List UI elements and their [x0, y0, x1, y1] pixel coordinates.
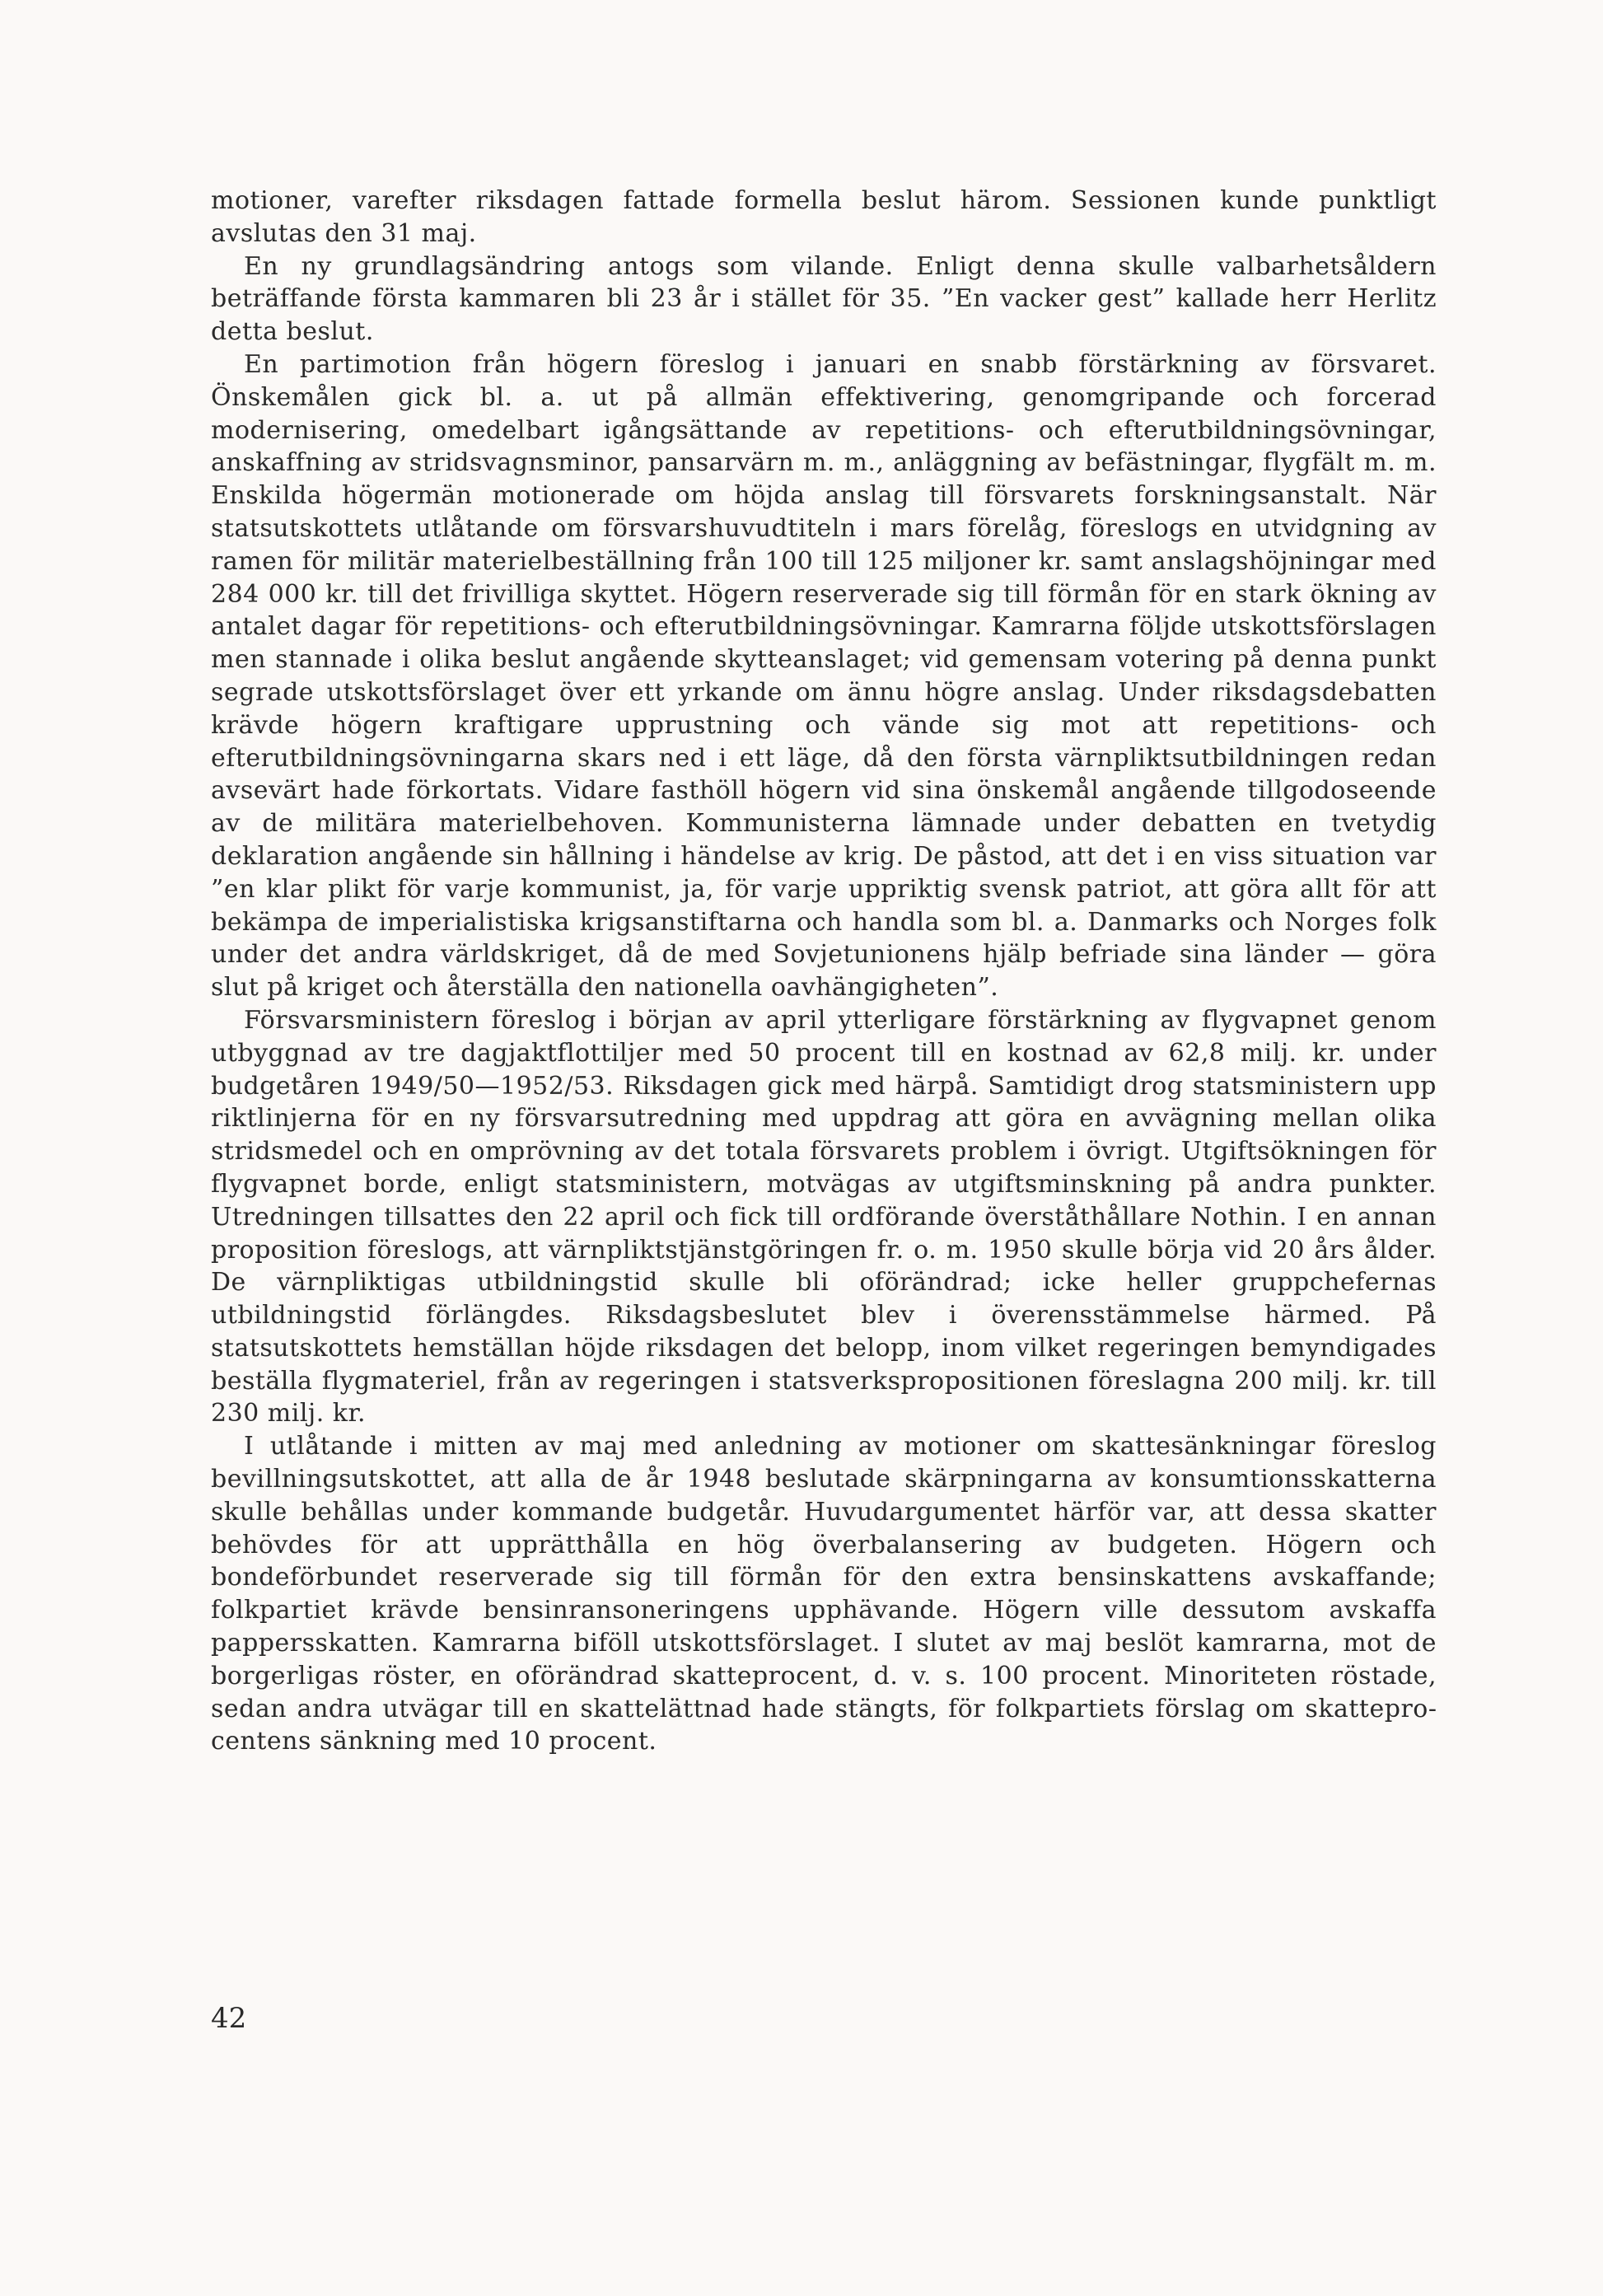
body-text: [211, 185, 1437, 1758]
paragraph-2: En ny grundlagsändring antogs som vilande. Enligt denna skulle valbarhetsåldern beträffande första kammaren bli 23 år i stället för 35. ”En vacker gest” kallade herr Herlitz detta beslut.: [211, 251, 1437, 347]
paragraph-3: En partimotion från högern föreslog i januari en snabb förstärkning av försvaret. Önskemålen gick bl. a. ut på allmän effektivering, genomgripande och forcerad modernisering, omedelbart igångsättande av repetitions- och efterutbildningsövningar, anskaffning av stridsvagnsminor, pansarvärn m. m., anläggning av befästningar, flygfält m. m. Enskilda högermän motionerade om höjda anslag till försvarets forskningsanstalt. När statsutskottets utlåtande om försvarshuvudtiteln i mars förelåg, föreslogs en utvidgning av ramen för militär materielbeställning från 100 till 125 miljoner kr. samt anslagshöjningar med 284 000 kr. till det frivilliga skyttet. Högern reserverade sig till förmån för en stark ökning av antalet dagar för repetitions- och efterutbildningsövningar. Kamrarna följde utskottsförslagen men stannade i olika beslut angående skytteanslaget; vid gemensam votering på denna punkt segrade utskottsförslaget över ett yrkande om ännu högre anslag. Under riksdagsdebatten krävde högern kraftigare upprustning och vände sig mot att repetitions- och efterutbildningsövningarna skars ned i ett läge, då den första värnpliktsutbildningen redan avsevärt hade förkortats. Vidare fasthöll högern vid sina önskemål angående tillgodoseende av de militära materielbehoven. Kommunisterna lämnade under debatten en tvetydig deklaration angående sin hållning i händelse av krig. De påstod, att det i en viss situation var ”en klar plikt för varje kommunist, ja, för varje uppriktig svensk patriot, att göra allt för att bekämpa de imperialistiska krigsanstiftarna och handla som bl. a. Danmarks och Norges folk under det andra världskriget, då de med Sovjetunionens hjälp befriade sina länder — göra slut på kriget och återställa den nationella oavhängigheten”.: [211, 349, 1437, 1003]
page-number: 42: [211, 2002, 247, 2035]
paragraph-4: Försvarsministern föreslog i början av april ytterligare förstärkning av flygvapnet genom utbyggnad av tre dagjaktflottiljer med 50 procent till en kostnad av 62,8 milj. kr. under budgetåren 1949/50—1952/53. Riksdagen gick med härpå. Samtidigt drog statsministern upp riktlinjerna för en ny försvarsutredning med uppdrag att göra en avvägning mellan olika stridsmedel och en omprövning av det totala försvarets problem i övrigt. Utgiftsökningen för flygvapnet borde, enligt statsministern, motvägas av utgiftsminskning på andra punkter. Utredningen tillsattes den 22 april och fick till ordförande överståthållare Nothin. I en annan proposition föreslogs, att värnpliktstjänstgöringen fr. o. m. 1950 skulle börja vid 20 års ålder. De värnpliktigas utbildningstid skulle bli oförändrad; icke heller gruppchefernas utbildningstid förlängdes. Riksdagsbeslutet blev i överensstämmelse härmed. På statsutskottets hemställan höjde riksdagen det belopp, inom vilket regeringen bemyndigades beställa flygmateriel, från av regeringen i statsverkspropositionen föreslagna 200 milj. kr. till 230 milj. kr.: [211, 1005, 1437, 1429]
paragraph-1: motioner, varefter riksdagen fattade formella beslut härom. Sessionen kunde punktligt avslutas den 31 maj.: [211, 186, 1437, 248]
paragraph-5: I utlåtande i mitten av maj med anledning av motioner om skattesänkningar föreslog bevillningsutskottet, att alla de år 1948 beslutade skärpningarna av konsumtionsskatterna skulle behållas under kommande budgetår. Huvudargumentet härför var, att dessa skatter behövdes för att upprätthålla en hög överbalansering av budgeten. Högern och bondeförbundet reserverade sig till förmån för den extra bensinskattens avskaffande; folkpartiet krävde bensinransoneringens upphävande. Högern ville dessutom avskaffa pappersskatten. Kamrarna biföll utskottsförslaget. I slutet av maj beslöt kamrarna, mot de borgerligas röster, en oförändrad skatteprocent, d. v. s. 100 procent. Minoriteten röstade, sedan andra utvägar till en skattelättnad hade stängts, för folkpartiets förslag om skatteprocentens sänkning med 10 procent.: [211, 1432, 1437, 1756]
